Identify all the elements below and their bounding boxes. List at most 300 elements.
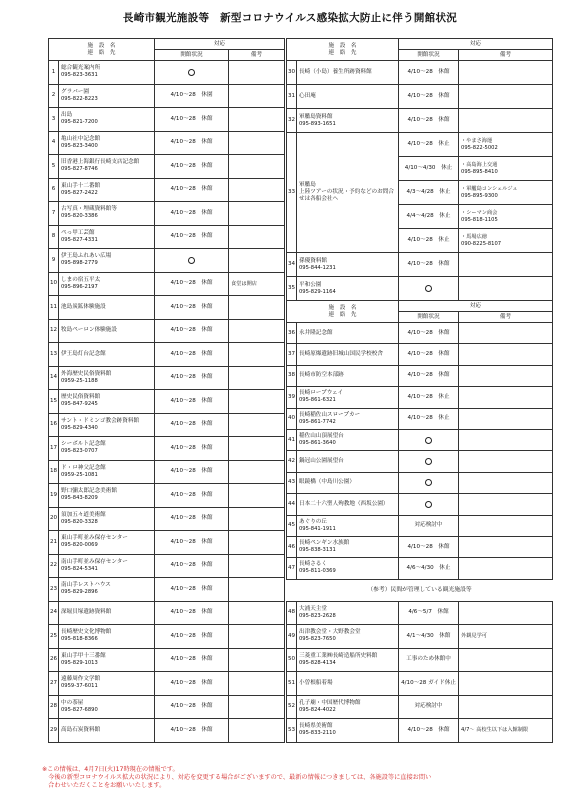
facility-name: 野口彌太郎記念美術館	[61, 488, 117, 495]
status-cell: 4/10～28 休止	[399, 229, 459, 253]
remarks-cell	[229, 225, 285, 249]
facility-cell	[59, 531, 155, 555]
facility-cell	[59, 225, 155, 249]
row-number: 16	[49, 413, 59, 437]
table-row	[49, 155, 285, 179]
status-cell: 4/10～28 休館	[155, 578, 229, 602]
status-cell: 4/10～28 休館	[155, 460, 229, 484]
row-number: 37	[287, 344, 297, 365]
facility-name: 軍艦島資料館	[299, 113, 333, 120]
row-number: 11	[49, 296, 59, 320]
remarks-cell	[229, 61, 285, 85]
status-cell: 4/4～4/28 休止	[399, 205, 459, 229]
facility-cell	[59, 413, 155, 437]
row-number: 52	[287, 695, 297, 719]
header-facility-line: 連 絡 先	[328, 311, 357, 318]
status-cell: 4/1～4/30 休館	[399, 625, 459, 649]
facility-cell	[297, 515, 399, 536]
open-circle-icon	[425, 479, 432, 486]
row-number: 34	[287, 253, 297, 277]
status-cell: 4/10～28 休館	[155, 531, 229, 555]
remarks-cell	[459, 323, 553, 344]
remarks-cell	[459, 648, 553, 672]
remarks-cell	[459, 229, 553, 253]
facility-phone: 095-828-4134	[299, 659, 336, 666]
facility-cell	[59, 319, 155, 343]
table-row	[49, 648, 285, 672]
facility-note: 上陸ツアーの状況・予約などのお問合せは各船会社へ	[299, 189, 394, 202]
table-row	[49, 225, 285, 249]
facility-name: 旧香港上海銀行長崎支店記念館	[61, 159, 140, 166]
row-number: 28	[49, 695, 59, 719]
facility-name: 日本二十六聖人殉教地（西坂公園）	[299, 500, 389, 507]
remarks-cell	[459, 85, 553, 109]
facility-name: 外海歴史民俗資料館	[61, 370, 112, 377]
remarks-cell	[459, 253, 553, 277]
facility-name: 平和公園	[299, 281, 322, 288]
remarks-cell	[229, 460, 285, 484]
status-cell: 4/10～28 休館	[155, 484, 229, 508]
status-cell: 4/10～28 休止	[399, 408, 459, 429]
facility-phone: 095-838-3131	[299, 547, 336, 554]
facility-name: グラバー園	[61, 88, 89, 95]
row-number: 30	[287, 61, 297, 85]
remarks-cell	[229, 625, 285, 649]
remarks-cell	[459, 429, 553, 450]
remarks-cell	[229, 343, 285, 367]
status-cell: 4/10～28 休館	[155, 272, 229, 296]
row-number: 9	[49, 249, 59, 273]
facility-name: 深堀貝塚遺跡資料館	[61, 609, 112, 616]
facility-phone: 095-861-7742	[299, 418, 336, 425]
left-facility-table	[48, 38, 285, 743]
facility-name: 出島	[61, 112, 73, 119]
remarks-cell: 4/7～ 高校生以下は入館制限	[459, 719, 553, 743]
remarks-cell	[229, 695, 285, 719]
row-number: 40	[287, 408, 297, 429]
remarks-cell	[229, 319, 285, 343]
operator-name: ・やまさ海運	[461, 138, 493, 145]
remarks-cell	[459, 515, 553, 536]
remarks-cell	[459, 472, 553, 493]
facility-phone: 095-827-4331	[61, 236, 98, 243]
facility-cell	[297, 558, 399, 579]
table-row	[49, 460, 285, 484]
status-cell: 4/10～28 休館	[399, 536, 459, 557]
table-row	[287, 408, 553, 429]
row-number: 45	[287, 515, 297, 536]
status-cell: 4/10～28 休館	[155, 554, 229, 578]
status-cell: 4/10～28 休館	[155, 108, 229, 132]
remarks-cell	[229, 484, 285, 508]
facility-phone: 095-833-2110	[299, 730, 336, 737]
status-cell: 4/10～28 休館	[399, 61, 459, 85]
table-row	[287, 133, 553, 157]
facility-name: 伊王島灯台記念館	[61, 350, 106, 357]
facility-name: 長崎稲佐山スロープカー	[299, 411, 361, 418]
remarks-cell	[229, 202, 285, 226]
facility-cell	[297, 429, 399, 450]
left-table-column	[48, 38, 284, 743]
status-cell: 4/10～28 休館	[155, 225, 229, 249]
status-cell	[399, 277, 459, 301]
remarks-cell	[229, 507, 285, 531]
status-cell: 4/10～28 休館	[155, 601, 229, 625]
table-row	[49, 390, 285, 414]
facility-phone: 095-820-3328	[61, 518, 98, 525]
remarks-cell	[229, 578, 285, 602]
status-cell: 4/10～28 休館	[155, 672, 229, 696]
status-cell: 4/10～28 休園	[155, 84, 229, 108]
table-row	[287, 85, 553, 109]
header-status: 開館状況	[155, 50, 229, 61]
facility-phone: 095-829-2896	[61, 589, 98, 596]
facility-name: 長崎（小島）養生所跡資料館	[299, 69, 372, 75]
remarks-cell	[459, 536, 553, 557]
facility-cell	[297, 133, 399, 253]
remarks-cell	[459, 133, 553, 157]
remarks-cell: 食堂は開店	[229, 272, 285, 296]
table-row	[287, 558, 553, 579]
row-number: 36	[287, 323, 297, 344]
facility-name: 孔子廟・中国歴代博物館	[299, 699, 361, 706]
facility-cell	[59, 272, 155, 296]
remarks-cell	[459, 387, 553, 408]
status-cell	[399, 429, 459, 450]
table-row	[287, 109, 553, 133]
facility-cell	[59, 672, 155, 696]
table-row	[287, 323, 553, 344]
row-number: 24	[49, 601, 59, 625]
facility-cell	[59, 84, 155, 108]
operator-phone: 095-895-8410	[461, 168, 498, 175]
facility-name: 伊王島ふれあい広場	[61, 253, 112, 260]
status-cell: 4/10～28 休館	[155, 625, 229, 649]
table-row	[49, 507, 285, 531]
header-remarks: 備考	[229, 50, 285, 61]
remarks-cell	[229, 155, 285, 179]
facility-cell	[297, 601, 399, 625]
facility-phone: 095-861-3640	[299, 440, 336, 447]
row-number: 8	[49, 225, 59, 249]
facility-cell	[297, 472, 399, 493]
facility-phone: 095-822-8223	[61, 95, 98, 102]
status-cell: 4/6～4/30 休止	[399, 558, 459, 579]
facility-phone: 0959-37-6011	[61, 683, 98, 690]
remarks-cell	[229, 554, 285, 578]
facility-name: 長崎原爆遺跡旧城山国民学校校舎	[299, 351, 383, 358]
facility-phone: 095-847-9245	[61, 401, 98, 408]
row-number: 38	[287, 365, 297, 386]
row-number: 43	[287, 472, 297, 493]
operator-name: ・馬場広徳	[461, 234, 487, 241]
table-row	[49, 343, 285, 367]
table-row	[49, 437, 285, 461]
right-table-column	[286, 38, 552, 743]
header-response: 対応	[399, 301, 553, 312]
table-row	[49, 601, 285, 625]
status-cell: 4/10～28 休館	[155, 319, 229, 343]
table-row	[287, 515, 553, 536]
facility-name: 長崎ペンギン水族館	[299, 540, 350, 547]
facility-phone: 095-841-1911	[299, 525, 336, 532]
facility-name: 孫優資料館	[299, 257, 327, 264]
table-row	[49, 202, 285, 226]
table-subheader-row	[287, 301, 553, 312]
status-cell	[399, 494, 459, 515]
facility-cell	[297, 387, 399, 408]
open-circle-icon	[188, 257, 195, 264]
facility-cell	[59, 178, 155, 202]
row-number: 14	[49, 366, 59, 390]
facility-name: 三菱重工業㈱長崎造船所史料館	[299, 652, 378, 659]
status-cell: 4/10～28 休館	[155, 390, 229, 414]
status-cell: 工事のため休館中	[399, 648, 459, 672]
row-number: 22	[49, 554, 59, 578]
row-number: 10	[49, 272, 59, 296]
facility-phone: 095-824-5341	[61, 565, 98, 572]
remarks-cell	[229, 648, 285, 672]
status-cell: 4/10～28 休館	[399, 365, 459, 386]
table-row	[49, 719, 285, 743]
facility-name: 鍋冠山公園展望台	[299, 458, 344, 465]
table-row	[49, 531, 285, 555]
status-cell	[399, 451, 459, 472]
status-cell: 4/10～28 休館	[155, 296, 229, 320]
facility-name: 古写真・埋蔵資料館等	[61, 206, 117, 213]
header-facility: 施 設 名 連 絡 先	[287, 39, 399, 61]
facility-phone: 095-823-3400	[61, 142, 98, 149]
table-row	[287, 672, 553, 696]
facility-phone: 095-898-2779	[61, 260, 98, 267]
remarks-cell	[229, 178, 285, 202]
facility-cell	[59, 695, 155, 719]
row-number: 44	[287, 494, 297, 515]
row-number: 2	[49, 84, 59, 108]
remarks-cell	[459, 181, 553, 205]
facility-cell	[297, 648, 399, 672]
remarks-cell	[459, 672, 553, 696]
facility-cell	[297, 672, 399, 696]
facility-name: サント・ドミンゴ教会跡資料館	[61, 417, 140, 424]
facility-cell	[59, 578, 155, 602]
row-number: 33	[287, 133, 297, 253]
facility-name: 心田庵	[299, 93, 316, 99]
facility-phone: 095-823-3631	[61, 72, 98, 79]
facility-phone: 095-829-1164	[299, 288, 336, 295]
table-row	[287, 601, 553, 625]
row-number: 29	[49, 719, 59, 743]
facility-cell	[59, 131, 155, 155]
row-number: 49	[287, 625, 297, 649]
facility-phone: 0959-25-1081	[61, 471, 98, 478]
table-row	[287, 429, 553, 450]
facility-phone: 0959-25-1188	[61, 377, 98, 384]
reference-row	[287, 579, 553, 601]
remarks-cell	[459, 558, 553, 579]
status-cell: 4/6～5/7 休館	[399, 601, 459, 625]
row-number: 4	[49, 131, 59, 155]
facility-phone: 095-827-2422	[61, 189, 98, 196]
operator-phone: 095-822-5002	[461, 144, 498, 151]
remarks-cell	[459, 451, 553, 472]
table-row	[49, 178, 285, 202]
facility-phone: 095-820-0069	[61, 542, 98, 549]
page-title: 長崎市観光施設等 新型コロナウイルス感染拡大防止に伴う開館状況	[122, 12, 458, 24]
header-response: 対応	[399, 39, 553, 50]
facility-phone: 095-811-0369	[299, 568, 336, 575]
status-cell: 4/10～28 休館	[399, 719, 459, 743]
reference-label: （参考）民間が管理している観光施設等	[367, 586, 472, 593]
open-circle-icon	[425, 501, 432, 508]
facility-cell	[297, 365, 399, 386]
facility-cell	[59, 625, 155, 649]
table-row	[49, 131, 285, 155]
remarks-cell	[459, 408, 553, 429]
table-row	[49, 672, 285, 696]
table-row	[287, 695, 553, 719]
row-number: 42	[287, 451, 297, 472]
facility-cell	[59, 155, 155, 179]
table-row	[287, 344, 553, 365]
facility-phone: 095-827-8746	[61, 166, 98, 173]
facility-cell	[297, 323, 399, 344]
facility-name: 長崎さるく	[299, 561, 327, 568]
facility-cell	[59, 61, 155, 85]
open-circle-icon	[425, 285, 432, 292]
facility-name: 長崎歴史文化博物館	[61, 629, 112, 636]
right-table-body	[287, 61, 553, 743]
right-facility-table	[286, 38, 553, 743]
facility-cell	[59, 437, 155, 461]
row-number: 41	[287, 429, 297, 450]
facility-cell	[297, 277, 399, 301]
status-cell: 4/10～28 休館	[155, 648, 229, 672]
table-row	[49, 319, 285, 343]
row-number: 5	[49, 155, 59, 179]
status-cell: 4/10～28 休館	[155, 366, 229, 390]
remarks-cell	[459, 344, 553, 365]
facility-cell	[297, 253, 399, 277]
facility-cell	[59, 460, 155, 484]
facility-name: 中の茶屋	[61, 699, 84, 706]
remarks-cell	[459, 365, 553, 386]
row-number: 20	[49, 507, 59, 531]
remarks-cell	[459, 494, 553, 515]
remarks-cell	[229, 108, 285, 132]
facility-cell	[59, 648, 155, 672]
facility-cell	[59, 202, 155, 226]
status-cell: 4/10～28 休館	[155, 413, 229, 437]
remarks-cell	[459, 277, 553, 301]
facility-cell	[59, 296, 155, 320]
facility-name: 長崎ロープウェイ	[299, 390, 344, 397]
row-number: 50	[287, 648, 297, 672]
facility-phone: 095-843-8209	[61, 495, 98, 502]
remarks-cell	[229, 390, 285, 414]
facility-name: 池島炭鉱体験施設	[61, 303, 106, 310]
facility-cell	[59, 366, 155, 390]
facility-name: 稲佐山山頂展望台	[299, 433, 344, 440]
row-number: 25	[49, 625, 59, 649]
facility-phone: 095-823-7650	[299, 636, 336, 643]
facility-cell	[297, 536, 399, 557]
table-row	[287, 451, 553, 472]
facility-phone: 095-893-1651	[299, 120, 336, 127]
table-row	[49, 272, 285, 296]
facility-name: 須加五々道美術館	[61, 511, 106, 518]
facility-phone: 095-820-3386	[61, 213, 98, 220]
facility-phone: 095-818-8366	[61, 636, 98, 643]
remarks-cell: 外観見学可	[459, 625, 553, 649]
facility-cell	[59, 719, 155, 743]
status-cell: 4/10～28 休館	[155, 695, 229, 719]
facility-cell	[59, 108, 155, 132]
facility-name: 出津教会堂・大野教会堂	[299, 629, 361, 636]
status-cell: 4/10～28 休館	[155, 178, 229, 202]
open-circle-icon	[188, 69, 195, 76]
operator-name: ・シーマン商会	[461, 210, 498, 217]
header-response: 対応	[155, 39, 285, 50]
facility-cell	[297, 61, 399, 85]
status-cell: 4/10～28 休館	[399, 323, 459, 344]
facility-cell	[297, 695, 399, 719]
header-facility: 施 設 名 連 絡 先	[49, 39, 155, 61]
facility-cell	[297, 719, 399, 743]
header-remarks: 備考	[459, 50, 553, 61]
remarks-cell	[229, 413, 285, 437]
open-circle-icon	[425, 437, 432, 444]
table-row	[49, 695, 285, 719]
row-number: 31	[287, 85, 297, 109]
status-cell: 4/10～28 休止	[399, 387, 459, 408]
header-facility-line: 施 設 名	[328, 304, 357, 311]
status-cell: 4/10～28 休館	[155, 437, 229, 461]
facility-cell	[297, 625, 399, 649]
row-number: 3	[49, 108, 59, 132]
row-number: 27	[49, 672, 59, 696]
table-row	[49, 625, 285, 649]
row-number: 13	[49, 343, 59, 367]
operator-phone: 090-8225-8107	[461, 240, 502, 247]
facility-phone: 095-861-6321	[299, 397, 336, 404]
facility-cell	[59, 601, 155, 625]
facility-name: 大浦天主堂	[299, 605, 327, 612]
facility-cell	[297, 451, 399, 472]
table-row	[287, 719, 553, 743]
header-status: 開館状況	[399, 50, 459, 61]
facility-cell	[59, 343, 155, 367]
facility-name: 高島石炭資料館	[61, 726, 101, 733]
row-number: 12	[49, 319, 59, 343]
facility-cell	[297, 408, 399, 429]
facility-name: シーボルト記念館	[61, 441, 106, 448]
table-row	[49, 296, 285, 320]
remarks-cell	[459, 601, 553, 625]
remarks-cell	[229, 131, 285, 155]
row-number: 51	[287, 672, 297, 696]
header-facility	[287, 301, 399, 323]
table-row	[49, 108, 285, 132]
facility-name: 遠藤周作文学館	[61, 676, 101, 683]
remarks-cell	[229, 719, 285, 743]
status-cell: 4/10～28 休館	[155, 131, 229, 155]
facility-phone: 095-823-2628	[299, 612, 336, 619]
table-row	[49, 366, 285, 390]
row-number: 53	[287, 719, 297, 743]
table-row	[287, 648, 553, 672]
table-row	[49, 413, 285, 437]
